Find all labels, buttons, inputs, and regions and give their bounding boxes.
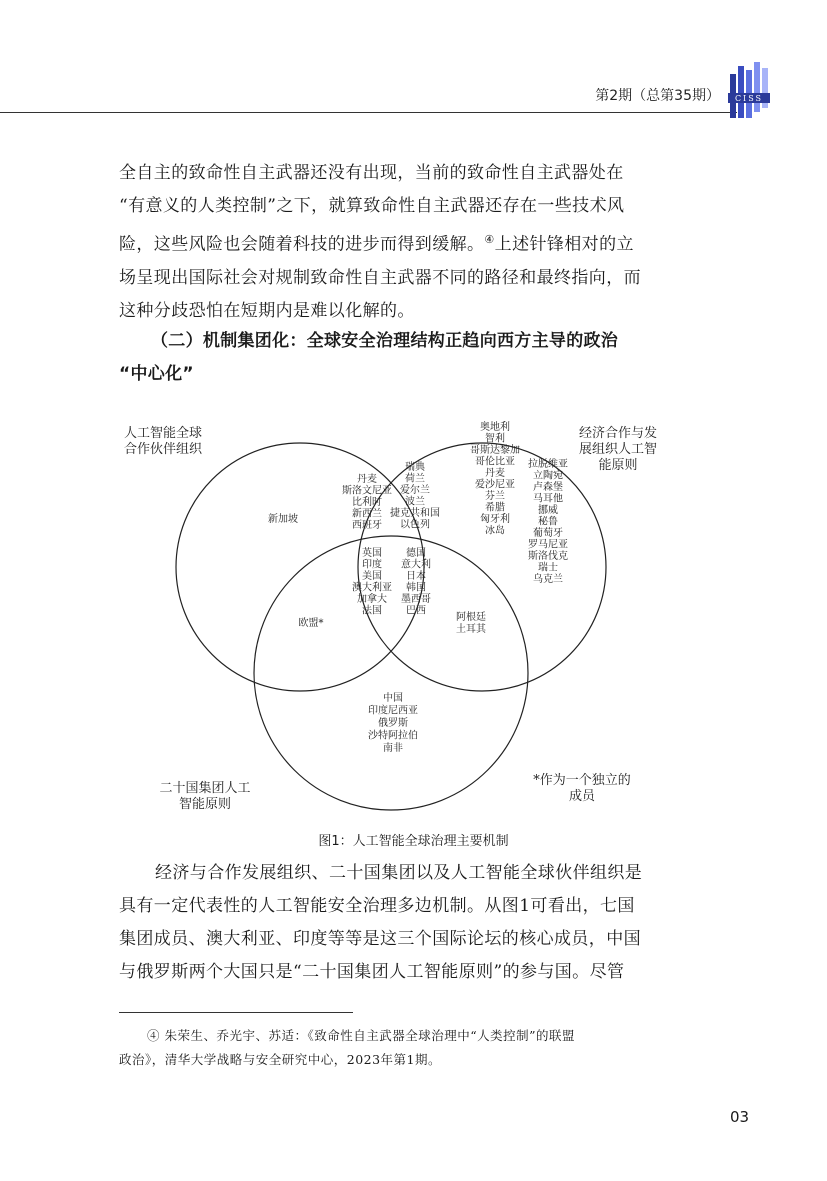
text-line: “有意义的人类控制”之下，就算致命性自主武器还存在一些技术风 — [119, 196, 625, 216]
text-line: 集团成员、澳大利亚、印度等等是这三个国际论坛的核心成员，中国 — [119, 929, 641, 949]
figure-caption: 图1：人工智能全球治理主要机制 — [318, 834, 509, 849]
circle-g20 — [254, 536, 528, 810]
venn-member: 冰岛 — [485, 525, 505, 537]
text-line: 全自主的致命性自主武器还没有出现，当前的致命性自主武器处在 — [119, 163, 624, 183]
footnote-line: 政治》，清华大学战略与安全研究中心，2023年第1期。 — [119, 1052, 442, 1067]
venn-member: 哥斯达黎加 — [470, 445, 520, 456]
text-line: 这种分歧恐怕在短期内是难以化解的。 — [119, 300, 415, 321]
venn-member: 丹麦 — [485, 468, 505, 479]
venn-member: 斯洛伐克 — [528, 551, 568, 562]
venn-member: 印度尼西亚 — [368, 705, 418, 717]
venn-member: 新加坡 — [268, 514, 298, 525]
venn-member: 墨西哥 — [401, 594, 431, 605]
venn-member: 爱沙尼亚 — [475, 479, 515, 491]
venn-set-label: 能原则 — [598, 458, 638, 473]
venn-member: 日本 — [406, 571, 426, 582]
venn-member: 捷克共和国 — [390, 508, 440, 519]
venn-member: 印度 — [362, 559, 382, 571]
venn-member: 韩国 — [406, 582, 426, 594]
venn-member: 美国 — [362, 571, 382, 582]
venn-member: 智利 — [485, 433, 505, 445]
venn-set-label: 合作伙伴组织 — [123, 442, 203, 457]
venn-member: 斯洛文尼亚 — [342, 485, 392, 497]
text-segment: 险，这些风险也会随着科技的进步而得到缓解。 — [119, 234, 485, 255]
venn-member: 拉脱维亚 — [528, 459, 568, 470]
text-line: 场呈现出国际社会对规制致命性自主武器不同的路径和最终指向，而 — [119, 267, 641, 288]
venn-member: 俄罗斯 — [378, 718, 408, 729]
text-line: 具有一定代表性的人工智能安全治理多边机制。从图1可看出，七国 — [119, 896, 635, 916]
intro-paragraph — [119, 157, 664, 328]
venn-member: 希腊 — [485, 502, 505, 514]
venn-member: 罗马尼亚 — [528, 539, 568, 551]
venn-member: 奥地利 — [480, 422, 510, 433]
footnote-line: ④ 朱荣生、乔光宇、苏适：《致命性自主武器全球治理中“人类控制”的联盟 — [147, 1028, 576, 1043]
venn-set-label: 经济合作与发 — [578, 426, 658, 441]
venn-member: 以色列 — [400, 519, 430, 531]
venn-member: 挪威 — [538, 505, 558, 516]
heading-line: （二）机制集团化：全球安全治理结构正趋向西方主导的政治 — [151, 331, 619, 351]
venn-member: 德国 — [406, 548, 426, 559]
text-line — [119, 223, 664, 262]
venn-member: 西班牙 — [352, 520, 382, 531]
venn-member: 英国 — [362, 548, 382, 559]
venn-member: 法国 — [362, 605, 382, 617]
venn-member: 立陶宛 — [533, 470, 563, 482]
venn-member: 乌克兰 — [533, 574, 563, 585]
heading-line: “中心化” — [119, 364, 194, 384]
section-heading — [119, 325, 664, 391]
venn-member: 秘鲁 — [538, 516, 558, 528]
text-line: 与俄罗斯两个大国只是“二十国集团人工智能原则”的参与国。尽管 — [119, 962, 625, 982]
text-segment: 上述针锋相对的立 — [494, 234, 634, 255]
venn-member: 加拿大 — [357, 594, 387, 605]
venn-member: 卢森堡 — [533, 482, 563, 493]
venn-member: 哥伦比亚 — [475, 456, 515, 468]
venn-member: 丹麦 — [357, 474, 377, 485]
venn-member: 葡萄牙 — [533, 528, 563, 539]
venn-set-label: 人工智能全球 — [123, 426, 203, 441]
venn-member: 爱尔兰 — [400, 485, 430, 496]
body-paragraph — [119, 857, 664, 989]
logo-text: CISS — [734, 94, 764, 103]
venn-member: 新西兰 — [352, 508, 382, 520]
circle-gpai — [176, 443, 424, 691]
venn-member: 澳大利亚 — [352, 582, 392, 594]
venn-member: 巴西 — [406, 605, 426, 617]
venn-diagram — [115, 415, 675, 825]
footnote — [119, 1024, 679, 1072]
ciss-logo — [728, 60, 770, 118]
venn-member: 南非 — [383, 743, 403, 754]
venn-member: 马耳他 — [533, 493, 563, 505]
header-rule — [0, 112, 737, 113]
venn-member: 土耳其 — [456, 624, 486, 635]
venn-member: 欧盟* — [298, 618, 324, 629]
venn-member: 匈牙利 — [480, 514, 510, 525]
venn-note: 成员 — [568, 789, 596, 804]
footnote-ref[interactable]: ④ — [484, 233, 495, 246]
venn-set-label: 智能原则 — [178, 797, 232, 812]
issue-label: 第2期（总第35期） — [595, 88, 720, 104]
venn-member: 瑞士 — [538, 562, 558, 574]
page-number: 03 — [730, 1108, 750, 1126]
venn-member: 波兰 — [405, 496, 425, 508]
venn-member: 比利时 — [352, 497, 382, 508]
venn-member: 瑞典 — [405, 462, 425, 473]
venn-member: 阿根廷 — [456, 612, 486, 623]
text-line: 经济与合作发展组织、二十国集团以及人工智能全球伙伴组织是 — [155, 863, 643, 883]
venn-member: 中国 — [383, 693, 403, 704]
venn-set-label: 二十国集团人工 — [159, 781, 251, 796]
venn-note: *作为一个独立的 — [533, 773, 631, 788]
venn-member: 沙特阿拉伯 — [368, 730, 418, 742]
venn-member: 芬兰 — [485, 491, 505, 502]
venn-set-label: 展组织人工智 — [578, 442, 658, 457]
venn-member: 意大利 — [401, 559, 431, 571]
venn-member: 荷兰 — [405, 473, 425, 485]
footnote-rule — [119, 1012, 353, 1013]
